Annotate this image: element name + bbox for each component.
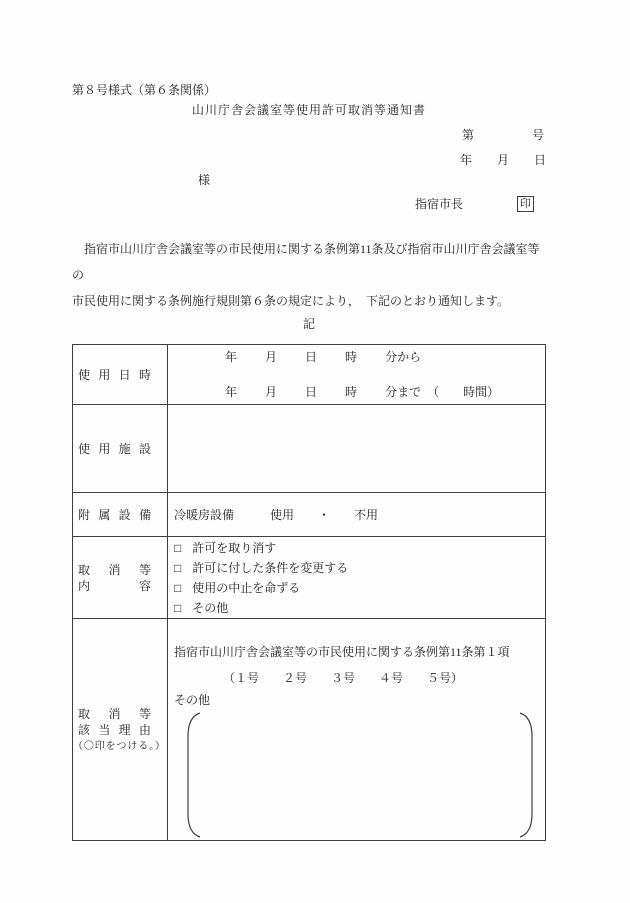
year-label: 年 bbox=[225, 384, 238, 399]
minute-from-label: 分から bbox=[385, 349, 422, 364]
document-title: 山川庁舎会議室等使用許可取消等通知書 bbox=[191, 103, 426, 117]
datetime-to-line bbox=[225, 386, 545, 399]
usage-datetime-row bbox=[73, 345, 546, 405]
notice-table bbox=[72, 344, 546, 841]
reason-header bbox=[73, 619, 168, 841]
body-paragraph-line: 市民使用に関する条例施行規則第６条の規定により， 下記のとおり通知します。 bbox=[72, 294, 510, 308]
header-label: 使 用 施 設 bbox=[78, 441, 151, 456]
checklist-item-label: 使用の中止を命ずる bbox=[192, 580, 301, 595]
doc-number-prefix: 第 bbox=[462, 128, 475, 142]
doc-number-line bbox=[72, 127, 546, 143]
addressee-line bbox=[72, 172, 546, 188]
reason-cell bbox=[168, 619, 546, 841]
header-label: 内 容 bbox=[78, 578, 151, 593]
sender-line bbox=[72, 196, 546, 212]
cancellation-content-cell bbox=[168, 537, 546, 619]
facility-header bbox=[73, 405, 168, 493]
year-label: 年 bbox=[225, 349, 238, 364]
doc-number-suffix: 号 bbox=[531, 128, 544, 142]
header-label: 該 当 理 由 bbox=[78, 722, 151, 737]
checkbox-icon: □ bbox=[174, 580, 182, 595]
checklist-item bbox=[174, 578, 545, 598]
checklist-item-label: 許可を取り消す bbox=[192, 540, 277, 555]
addressee-honorific: 様 bbox=[198, 173, 211, 187]
day-label: 日 bbox=[305, 384, 318, 399]
datetime-from-line bbox=[225, 351, 545, 364]
sender-name: 指宿市長 bbox=[414, 197, 463, 211]
month-label: 月 bbox=[265, 349, 278, 364]
facility-row bbox=[73, 405, 546, 493]
checklist-item-label: 許可に付した条件を変更する bbox=[192, 560, 349, 575]
equipment-options: 冷暖房設備 使用 ・ 不用 bbox=[174, 507, 379, 522]
checklist-item bbox=[174, 538, 545, 558]
equipment-header bbox=[73, 493, 168, 537]
checkbox-icon: □ bbox=[174, 560, 182, 575]
usage-datetime-header bbox=[73, 345, 168, 405]
cancellation-content-row bbox=[73, 537, 546, 619]
header-label: 取 消 等 bbox=[78, 706, 151, 721]
body-paragraph-line: 指宿市山川庁舎会議室等の市民使用に関する条例第11条及び指宿市山川庁舎会議室等の bbox=[72, 242, 540, 282]
seal-stamp: 印 bbox=[517, 196, 534, 212]
document-content bbox=[72, 82, 546, 841]
cancellation-content-header bbox=[73, 537, 168, 619]
checklist-item-label: その他 bbox=[192, 600, 229, 615]
day-label: 日 bbox=[305, 349, 318, 364]
right-parenthesis-mark bbox=[518, 712, 536, 838]
header-label: 使 用 日 時 bbox=[78, 367, 151, 382]
header-label: 取 消 等 bbox=[78, 562, 151, 577]
checklist-item bbox=[174, 598, 545, 618]
body-paragraph bbox=[72, 236, 546, 314]
facility-field bbox=[168, 405, 546, 493]
date-line bbox=[72, 152, 546, 168]
checkbox-icon: □ bbox=[174, 540, 182, 555]
record-marker: 記 bbox=[302, 317, 315, 331]
checklist-item bbox=[174, 558, 545, 578]
left-parenthesis-mark bbox=[184, 712, 202, 838]
reason-item-numbers: （１号 ２号 ３号 ４号 ５号） bbox=[223, 670, 464, 685]
minute-to-label: 分まで （ 時間） bbox=[385, 384, 500, 399]
reason-ordinance-line: 指宿市山川庁舎会議室等の市民使用に関する条例第11条第１項 bbox=[174, 644, 510, 659]
header-note: （〇印をつける。） bbox=[73, 740, 165, 752]
reason-other-field bbox=[184, 712, 536, 838]
form-number: 第８号様式（第６条関係） bbox=[72, 83, 217, 97]
equipment-cell bbox=[168, 493, 546, 537]
hour-label: 時 bbox=[345, 349, 358, 364]
usage-datetime-cell bbox=[168, 345, 546, 405]
reason-row bbox=[73, 619, 546, 841]
date-year-label: 年 bbox=[460, 153, 473, 167]
equipment-row bbox=[73, 493, 546, 537]
checkbox-icon: □ bbox=[174, 600, 182, 615]
date-month-label: 月 bbox=[496, 153, 509, 167]
date-day-label: 日 bbox=[533, 153, 546, 167]
month-label: 月 bbox=[265, 384, 278, 399]
header-label: 附 属 設 備 bbox=[78, 507, 151, 522]
reason-other-label: その他 bbox=[174, 692, 211, 707]
hour-label: 時 bbox=[345, 384, 358, 399]
